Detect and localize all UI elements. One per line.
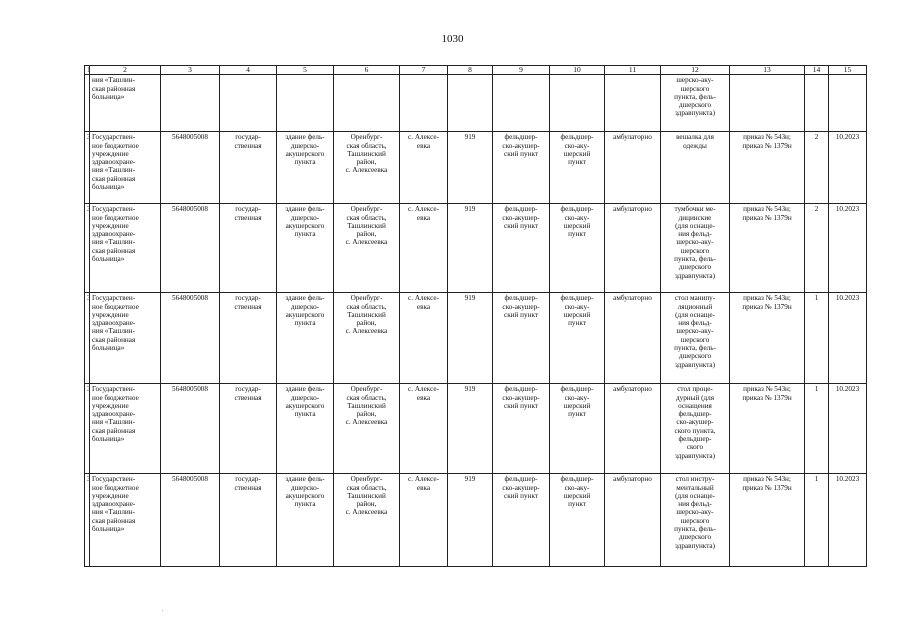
equipment-cell: стол инстру- ментальный (для оснаще- ния фельд- шерско-аку- шерского пункта, фель- дшерского здравпункта) [661, 474, 730, 567]
column-number: 2 [90, 66, 161, 75]
unit-cell: фельдшер- ско-аку- шерский пункт [550, 204, 605, 293]
unit-cell: фельдшер- ско-аку- шерский пункт [550, 474, 605, 567]
quantity-cell: 2 [805, 132, 829, 204]
column-number: 9 [493, 66, 550, 75]
code-cell: 919 [448, 384, 493, 474]
facility-type-cell: фельдшер- ско-акушер- ский пункт [493, 293, 550, 384]
address-cell: Оренбург- ская область, Ташлинский район, с. Алексеевка [334, 293, 400, 384]
inn-cell: 5648005008 [161, 384, 220, 474]
order-cell: приказ № 543н; приказ № 1379н [730, 204, 805, 293]
continuation-row [85, 75, 867, 132]
building-cell: здание фель- дшерско- акушерского пункта [277, 384, 334, 474]
facility-type-cell: фельдшер- ско-акушер- ский пункт [493, 384, 550, 474]
building-cell: здание фель- дшерско- акушерского пункта [277, 204, 334, 293]
column-number: 6 [334, 66, 400, 75]
inn-cell: 5648005008 [161, 204, 220, 293]
date-cell: 10.2023 [829, 204, 867, 293]
locality-cell: с. Алексе- евка [400, 132, 448, 204]
ownership-cell: государ- ственная [220, 204, 277, 293]
facility-type-cell: фельдшер- ско-акушер- ский пункт [493, 474, 550, 567]
inn-cell: 5648005008 [161, 132, 220, 204]
unit-cell: фельдшер- ско-аку- шерский пункт [550, 293, 605, 384]
ownership-cell: государ- ственная [220, 132, 277, 204]
column-number: 8 [448, 66, 493, 75]
building-cell: здание фель- дшерско- акушерского пункта [277, 132, 334, 204]
order-cell: приказ № 543н; приказ № 1379н [730, 293, 805, 384]
care-form-cell: амбулаторно [605, 204, 661, 293]
quantity-cell: 1 [805, 474, 829, 567]
scan-speck [162, 610, 163, 611]
organization-cell: Государствен- ное бюджетное учреждение здравоохране- ния «Ташлин- ская районная больница» [90, 132, 161, 204]
address-cell: Оренбург- ская область, Ташлинский район, с. Алексеевка [334, 132, 400, 204]
address-cell: Оренбург- ская область, Ташлинский район, с. Алексеевка [334, 384, 400, 474]
column-number: 5 [277, 66, 334, 75]
locality-cell: с. Алексе- евка [400, 384, 448, 474]
table-row [85, 384, 867, 474]
equipment-table [84, 65, 867, 567]
order-cell: приказ № 543н; приказ № 1379н [730, 384, 805, 474]
date-cell: 10.2023 [829, 384, 867, 474]
quantity-cell: 1 [805, 293, 829, 384]
table-row [85, 474, 867, 567]
column-number: 15 [829, 66, 867, 75]
column-number: 14 [805, 66, 829, 75]
organization-cell: Государствен- ное бюджетное учреждение здравоохране- ния «Ташлин- ская районная больница» [90, 293, 161, 384]
care-form-cell: амбулаторно [605, 474, 661, 567]
unit-cell: фельдшер- ско-аку- шерский пункт [550, 132, 605, 204]
column-number: 13 [730, 66, 805, 75]
code-cell: 919 [448, 204, 493, 293]
date-cell: 10.2023 [829, 132, 867, 204]
inn-cell: 5648005008 [161, 293, 220, 384]
order-cell: приказ № 543н; приказ № 1379н [730, 474, 805, 567]
facility-type-cell: фельдшер- ско-акушер- ский пункт [493, 204, 550, 293]
quantity-cell: 1 [805, 384, 829, 474]
locality-cell: с. Алексе- евка [400, 204, 448, 293]
quantity-cell: 2 [805, 204, 829, 293]
column-number: 12 [661, 66, 730, 75]
ownership-cell: государ- ственная [220, 384, 277, 474]
code-cell: 919 [448, 132, 493, 204]
order-cell: приказ № 543н; приказ № 1379н [730, 132, 805, 204]
code-cell: 919 [448, 474, 493, 567]
column-number: 11 [605, 66, 661, 75]
locality-cell: с. Алексе- евка [400, 474, 448, 567]
building-cell: здание фель- дшерско- акушерского пункта [277, 474, 334, 567]
address-cell: Оренбург- ская область, Ташлинский район, с. Алексеевка [334, 204, 400, 293]
date-cell: 10.2023 [829, 474, 867, 567]
care-form-cell: амбулаторно [605, 132, 661, 204]
inn-cell: 5648005008 [161, 474, 220, 567]
care-form-cell: амбулаторно [605, 384, 661, 474]
equipment-cell: стол проце- дурный (для оснащения фельдшер- ско-акушер- ского пункта, фельдшер- ского здравпункта) [661, 384, 730, 474]
ownership-cell: государ- ственная [220, 474, 277, 567]
equipment-cell: стол манипу- ляционный (для оснаще- ния фельд- шерско-аку- шерского пункта, фель- дшерского здравпункта) [661, 293, 730, 384]
column-number: 4 [220, 66, 277, 75]
column-number: 7 [400, 66, 448, 75]
building-cell: здание фель- дшерско- акушерского пункта [277, 293, 334, 384]
column-number: 10 [550, 66, 605, 75]
organization-cell: Государствен- ное бюджетное учреждение здравоохране- ния «Ташлин- ская районная больница» [90, 384, 161, 474]
date-cell: 10.2023 [829, 293, 867, 384]
organization-cell: ния «Ташлин- ская районная больница» [90, 75, 161, 132]
column-number [85, 66, 90, 75]
organization-cell: Государствен- ное бюджетное учреждение здравоохране- ния «Ташлин- ская районная больница» [90, 474, 161, 567]
table-row [85, 204, 867, 293]
column-number-row [85, 66, 867, 75]
equipment-cell: вешалка для одежды [661, 132, 730, 204]
address-cell: Оренбург- ская область, Ташлинский район, с. Алексеевка [334, 474, 400, 567]
unit-cell: фельдшер- ско-аку- шерский пункт [550, 384, 605, 474]
code-cell: 919 [448, 293, 493, 384]
equipment-cell: шерско-аку- шерского пункта, фель- дшерского здравпункта) [661, 75, 730, 132]
equipment-cell: тумбочки ме- дицинские (для оснаще- ния фельд- шерско-аку- шерского пункта, фель- дшерского здравпункта) [661, 204, 730, 293]
page-number: 1030 [441, 33, 464, 45]
care-form-cell: амбулаторно [605, 293, 661, 384]
locality-cell: с. Алексе- евка [400, 293, 448, 384]
ownership-cell: государ- ственная [220, 293, 277, 384]
table-row [85, 132, 867, 204]
facility-type-cell: фельдшер- ско-акушер- ский пункт [493, 132, 550, 204]
column-number: 3 [161, 66, 220, 75]
table-row [85, 293, 867, 384]
organization-cell: Государствен- ное бюджетное учреждение здравоохране- ния «Ташлин- ская районная больница» [90, 204, 161, 293]
